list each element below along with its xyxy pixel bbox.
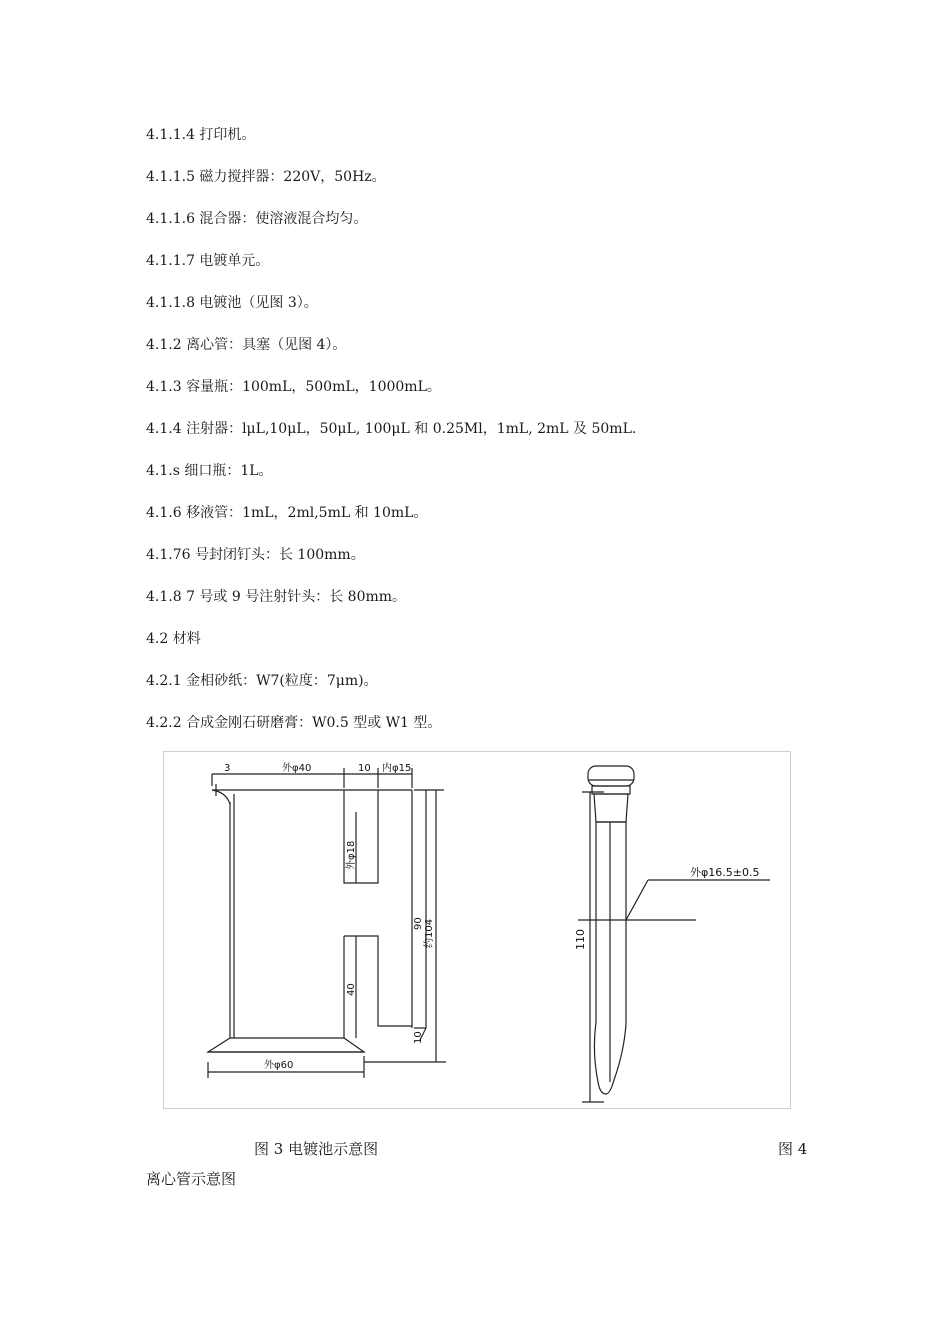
- list-item: 4.1.8 7 号或 9 号注射针头：长 80mm。: [146, 589, 407, 605]
- figure4-caption-text: 离心管示意图: [146, 1170, 237, 1188]
- dim-label-110: 110: [574, 929, 587, 950]
- section-heading: 4.2 材料: [146, 631, 201, 647]
- list-item: 4.1.4 注射器：lμL,10μL，50μL, 100μL 和 0.25Ml，1mL, 2mL 及 50mL.: [146, 421, 637, 437]
- dim-label-3: 3: [224, 763, 231, 774]
- dim-label-gap10: 10: [358, 763, 371, 774]
- list-item: 4.2.2 合成金刚石研磨膏：W0.5 型或 W1 型。: [146, 715, 442, 731]
- list-item: 4.1.s 细口瓶：1L。: [146, 463, 273, 479]
- dim-label-inner15: 内φ15: [382, 763, 412, 774]
- list-item: 4.1.2 离心管：具塞（见图 4）。: [146, 337, 347, 353]
- dim-label-outer40: 外φ40: [282, 763, 312, 774]
- figure4-tube-drawing: [578, 766, 770, 1102]
- dim-label-90: 90: [413, 917, 424, 930]
- list-item: 4.1.1.4 打印机。: [146, 127, 256, 143]
- figure-panel: [163, 751, 791, 1109]
- dim-label-outer18: 外φ18: [346, 840, 357, 870]
- dim-label-diameter: 外φ16.5±0.5: [690, 866, 760, 879]
- figure4-caption-label: 图 4: [778, 1140, 808, 1158]
- dim-label-10: 10: [413, 1031, 424, 1044]
- list-item: 4.1.1.8 电镀池（见图 3）。: [146, 295, 318, 311]
- figure3-caption: 图 3 电镀池示意图: [254, 1140, 379, 1158]
- list-item: 4.1.1.6 混合器：使溶液混合均匀。: [146, 211, 368, 227]
- list-item: 4.2.1 金相砂纸：W7(粒度：7μm)。: [146, 673, 378, 689]
- list-item: 4.1.6 移液管：1mL，2ml,5mL 和 10mL。: [146, 505, 428, 521]
- dim-label-40: 40: [346, 983, 357, 996]
- list-item: 4.1.76 号封闭钉头：长 100mm。: [146, 547, 365, 563]
- list-item: 4.1.1.7 电镀单元。: [146, 253, 270, 269]
- dim-label-outer60: 外φ60: [264, 1060, 294, 1071]
- dim-label-104: 约104: [424, 918, 435, 948]
- list-item: 4.1.1.5 磁力搅拌器：220V，50Hz。: [146, 169, 386, 185]
- list-item: 4.1.3 容量瓶：100mL，500mL，1000mL。: [146, 379, 441, 395]
- figure3-cell-drawing: [208, 768, 446, 1078]
- figures-drawing: [164, 752, 790, 1108]
